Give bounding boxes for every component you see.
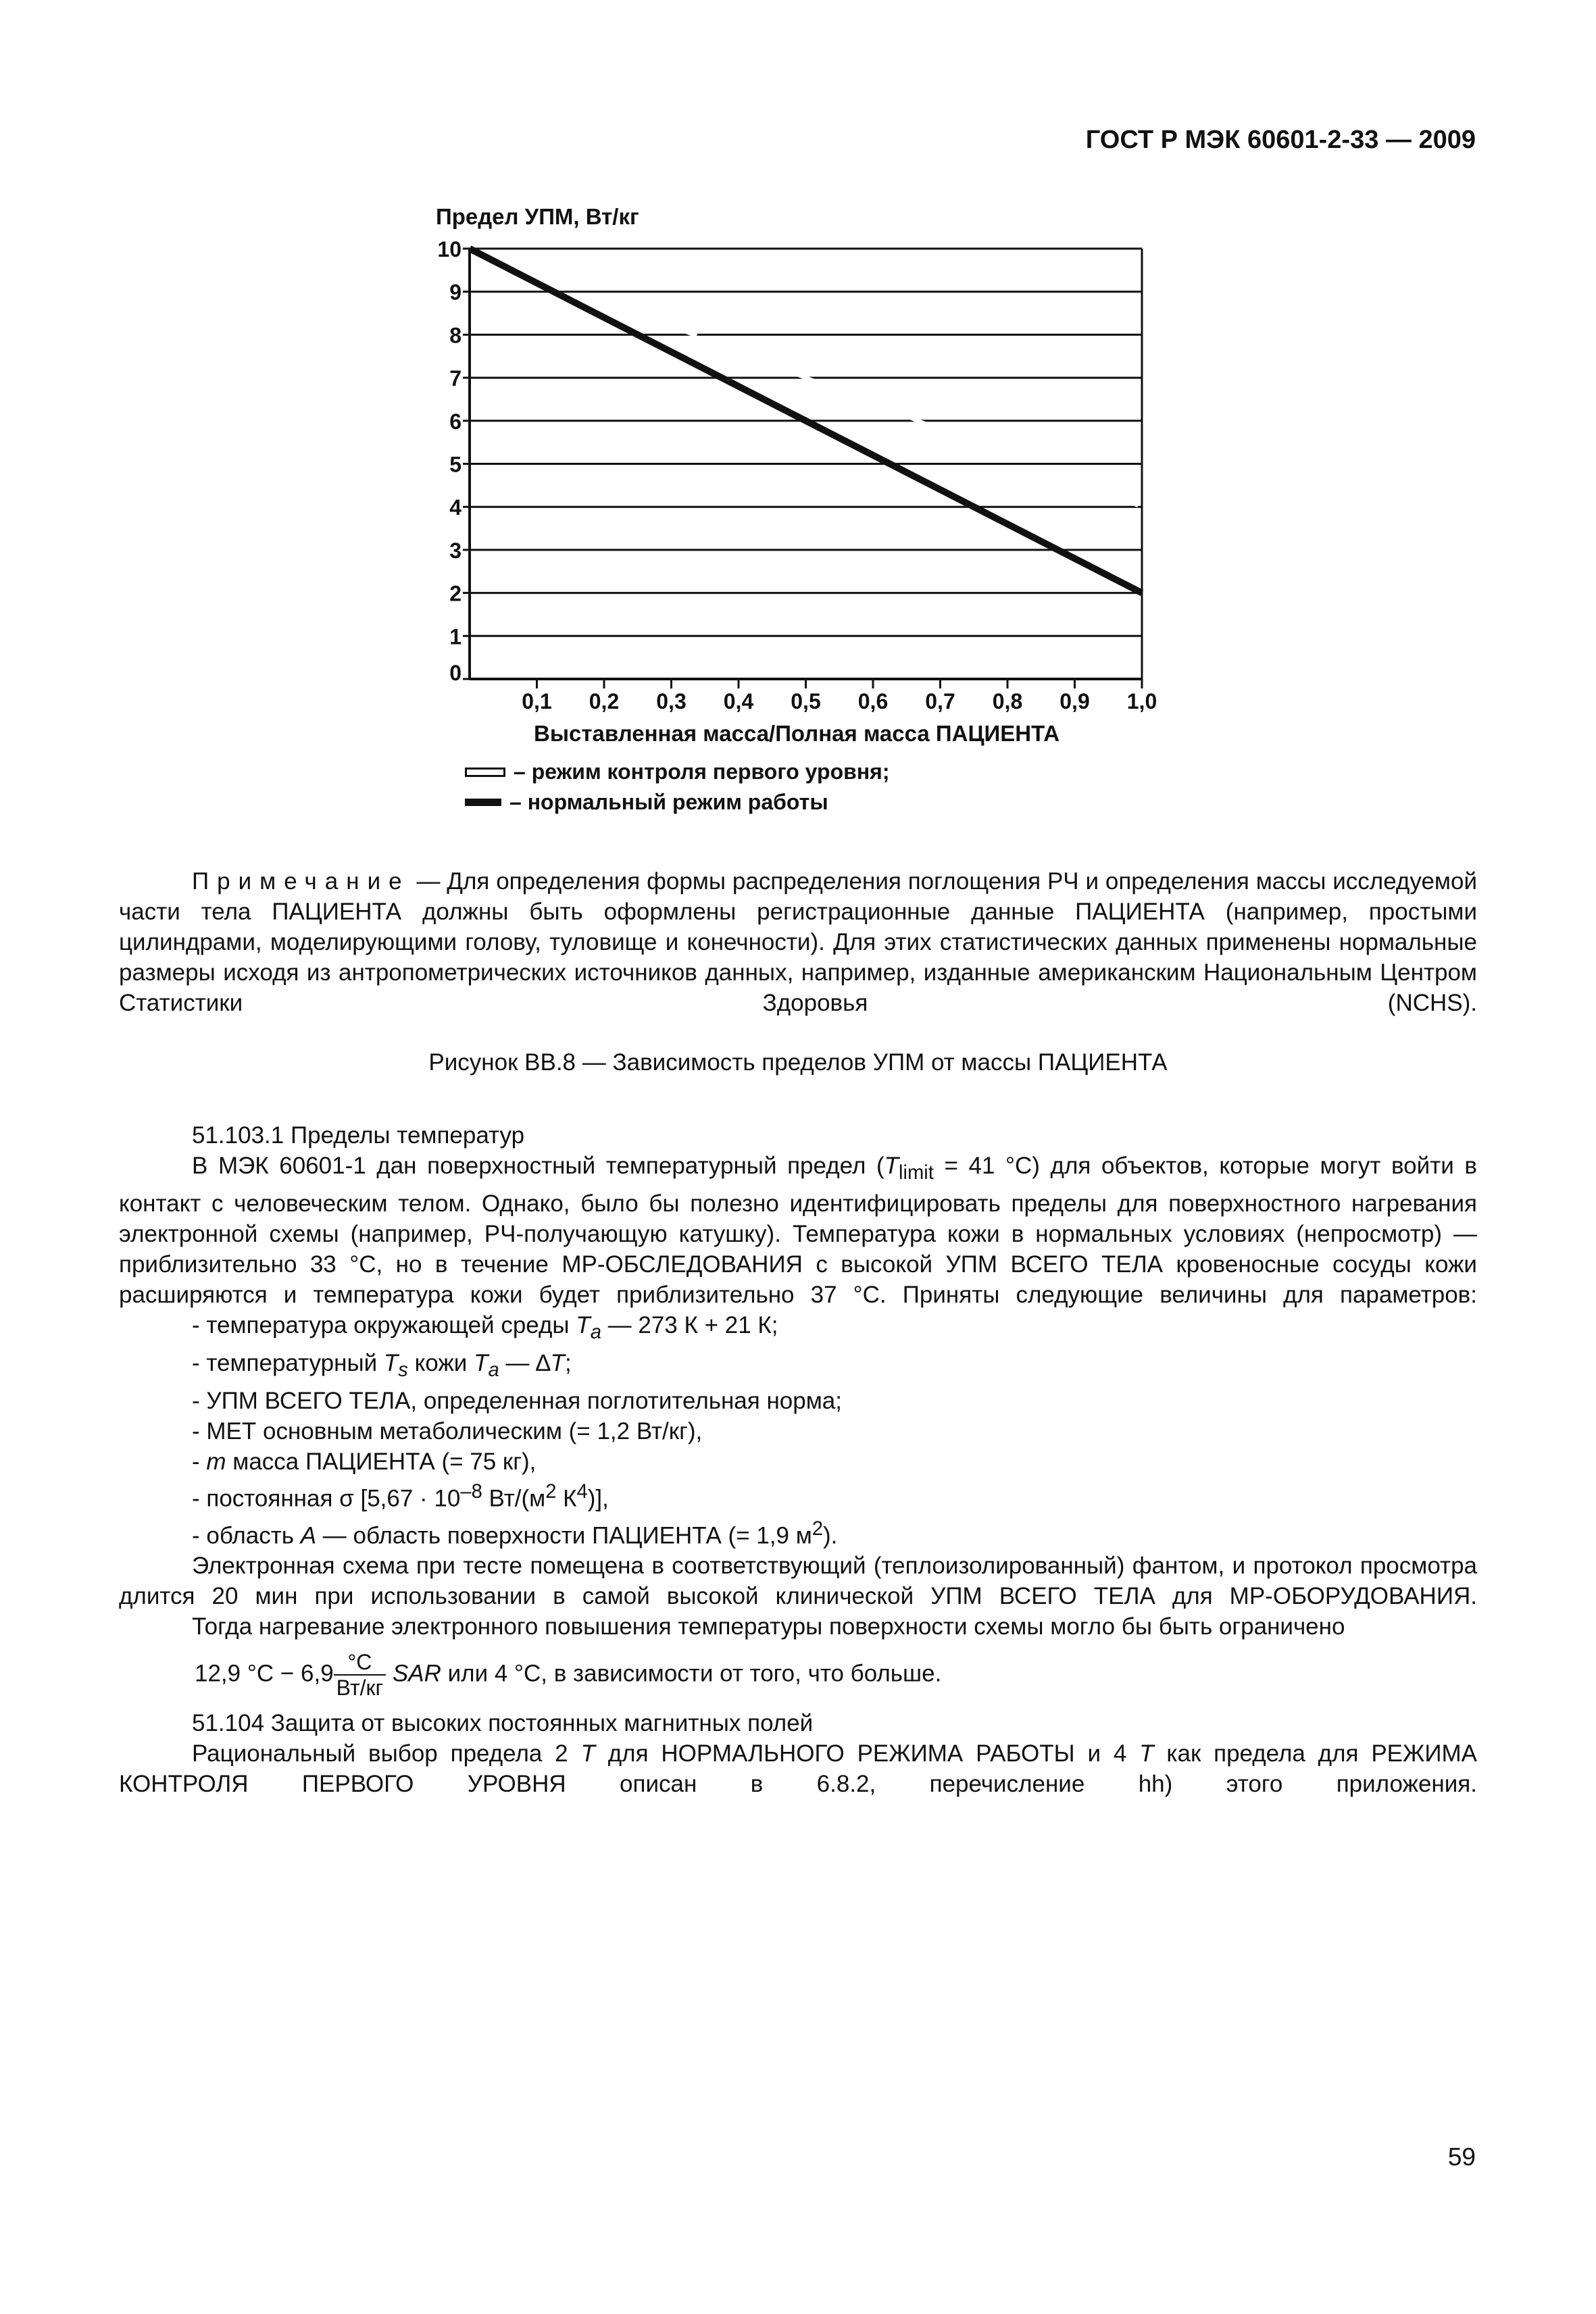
legend-label-normal: – нормальный режим работы: [509, 790, 828, 814]
x-tick-label-0,4: 0,4: [723, 689, 754, 713]
y-tick-label-10: 10: [437, 237, 462, 261]
heading-51-103-1: 51.103.1 Пределы температур: [192, 1122, 525, 1149]
y-tick-label-8: 8: [449, 323, 462, 348]
x-axis-title: Выставленная масса/Полная масса ПАЦИЕНТА: [534, 721, 1060, 746]
param-sigma: - постоянная σ [$5,67 \cdot 10^{-8}$ $Вт/(м^2$ $К^4$)],: [192, 1481, 609, 1512]
y-tick-label-7: 7: [449, 366, 462, 391]
param-skin: - температурный $T_s$ кожи $T_a$ — ∆T;: [192, 1350, 572, 1381]
y-tick-label-4: 4: [449, 495, 462, 520]
legend-item-normal: [465, 787, 889, 818]
heading-51-104: 51.104 Защита от высоких постоянных магнитных полей: [192, 1710, 814, 1737]
x-tick-label-0,2: 0,2: [589, 689, 620, 713]
legend-swatch-first-level: [465, 768, 505, 777]
param-met: - МЕТ основным метаболическим (= 1,2 Вт/кг),: [192, 1418, 703, 1444]
y-tick-label-2: 2: [449, 581, 462, 606]
x-tick-label-0,8: 0,8: [992, 689, 1023, 713]
y-tick-label-9: 9: [449, 280, 462, 305]
x-tick-label-0,7: 0,7: [925, 689, 955, 713]
y-tick-label-3: 3: [449, 538, 462, 563]
y-tick-label-5: 5: [449, 452, 462, 477]
x-tick-label-0,6: 0,6: [857, 689, 889, 713]
paragraph-phantom: Электронная схема при тесте помещена в соответствующий (теплоизолированный) фантом, и протокол просмотра длится 20 мин при использовании в самой высокой клинической УПМ ВСЕГО ТЕЛА для МР-ОБОРУДОВАНИЯ.: [119, 1553, 1477, 1610]
heating-formula: 12,9 °С − 6,9 $\frac{^\circ С}{Вт/кг}$ SAR или 4 °С, в зависимости от того, что больше.: [195, 1650, 942, 1701]
x-tick-label-1,0: 1,0: [1126, 689, 1157, 713]
figure-note: [119, 866, 1477, 1018]
note-text: — Для определения формы распределения поглощения РЧ и определения массы исследуемой части тела ПАЦИЕНТА должны быть оформлены регистрационные данные ПАЦИЕНТА (например, простыми цилиндрами, моделирующими голову, туловище и конечности). Для этих статистических данных применены нормальные размеры исходя из антропометрических источников данных, например, изданные американским Национальным Центром Статистики Здоровья (NCHS).: [119, 868, 1477, 1016]
formula-fraction: $\frac{^\circ С}{Вт/кг}$: [334, 1650, 386, 1700]
legend-label-first-level: – режим контроля первого уровня;: [514, 759, 890, 784]
chart-legend: [465, 757, 889, 818]
note-label: Примечание: [192, 868, 410, 895]
param-area: - область A — область поверхности ПАЦИЕНТА (= 1,9 $м^2$).: [192, 1517, 838, 1549]
x-tick-label-0,9: 0,9: [1059, 689, 1090, 713]
x-tick-label-0,5: 0,5: [791, 689, 821, 713]
paragraph-temperature-limits: В МЭК 60601-1 дан поверхностный температурный предел ($T_{limit} = 41$ °С) для объектов, которые могут войти в контакт с человеческим телом. Однако, было бы полезно идентифицировать пределы для поверхностного нагревания электронной схемы (например, РЧ-получающую катушку). Температура кожи в нормальных условиях (непросмотр) — приблизительно 33 °С, но в течение МР-ОБСЛЕДОВАНИЯ с высокой УПМ ВСЕГО ТЕЛА кровеносные сосуды кожи расширяются и температура кожи будет приблизительно 37 °С. Приняты следующие величины для параметров:: [119, 1153, 1477, 1308]
param-mass: - m масса ПАЦИЕНТА (= 75 кг),: [192, 1449, 537, 1475]
chart-svg: [405, 196, 1182, 750]
section-51-103-1: [119, 1120, 1477, 1799]
paragraph-magnetic-fields: Рациональный выбор предела 2 T для НОРМАЛЬНОГО РЕЖИМА РАБОТЫ и 4 T как предела для РЕЖИМА КОНТРОЛЯ ПЕРВОГО УРОВНЯ описан в 6.8.2, перечисление hh) этого приложения.: [119, 1740, 1477, 1798]
y-axis-title: Предел УПМ, Вт/кг: [436, 204, 639, 229]
y-tick-label-0: 0: [449, 661, 462, 685]
legend-item-first-level: [465, 757, 889, 787]
param-ambient: - температура окружающей среды $T_a$ — 273 К + 21 К;: [192, 1312, 778, 1343]
param-sar: - УПМ ВСЕГО ТЕЛА, определенная поглотительная норма;: [192, 1388, 842, 1414]
sar-chart: [405, 196, 1182, 753]
x-tick-label-0,3: 0,3: [656, 689, 687, 713]
legend-swatch-normal: [465, 799, 501, 806]
paragraph-heating-limit: Тогда нагревание электронного повышения температуры поверхности схемы могло бы быть ограничено: [192, 1613, 1345, 1640]
y-tick-label-6: 6: [449, 409, 462, 434]
page-number: 59: [1447, 2143, 1476, 2171]
x-tick-label-0,1: 0,1: [522, 689, 552, 713]
document-header: ГОСТ Р МЭК 60601-2-33 — 2009: [1085, 126, 1476, 154]
figure-caption: Рисунок ВВ.8 — Зависимость пределов УПМ от массы ПАЦИЕНТА: [428, 1049, 1168, 1076]
y-tick-label-1: 1: [449, 624, 462, 649]
